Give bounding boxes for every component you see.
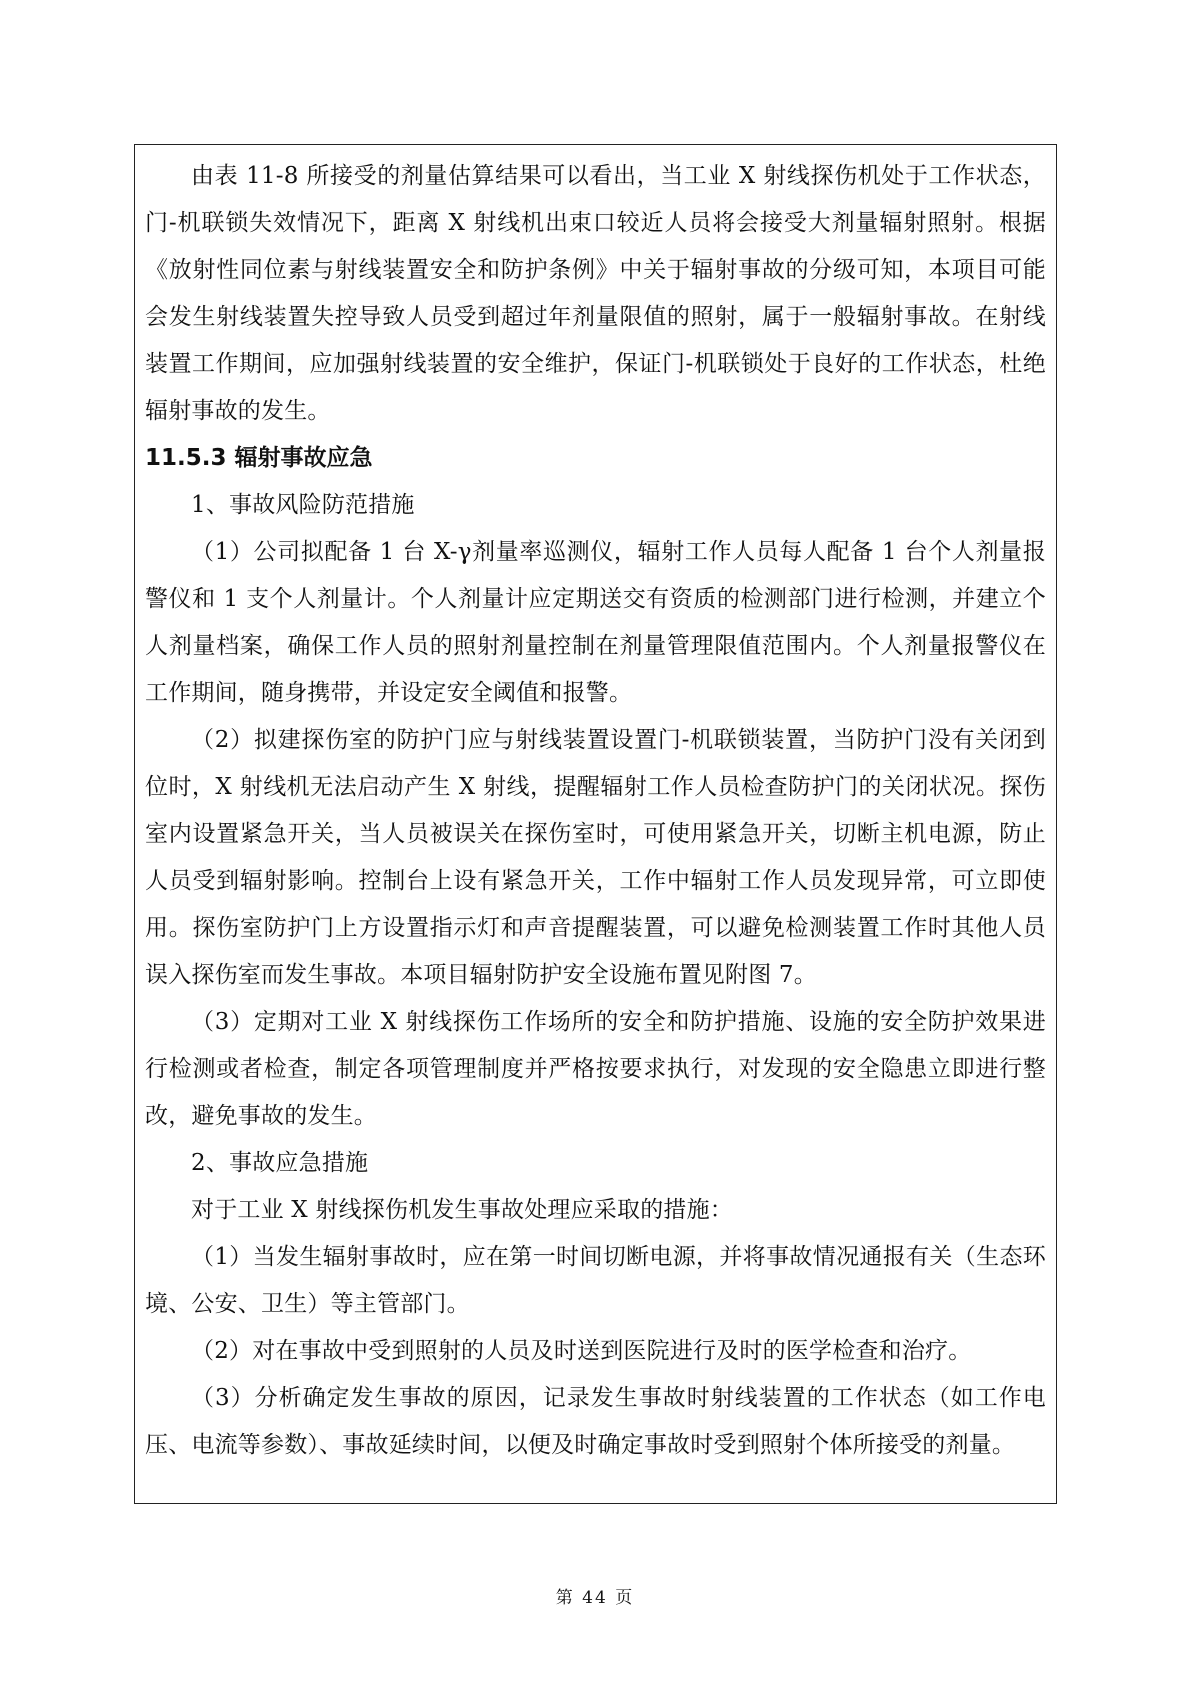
risk-prevention-item: （3）定期对工业 X 射线探伤工作场所的安全和防护措施、设施的安全防护效果进行检测或者检查，制定各项管理制度并严格按要求执行，对发现的安全隐患立即进行整改，避免事故的发生。: [145, 1009, 1046, 1129]
emergency-measures-title: 2、事故应急措施: [191, 1150, 369, 1176]
content-frame: [134, 144, 1057, 1504]
emergency-measures-intro: 对于工业 X 射线探伤机发生事故处理应采取的措施：: [191, 1197, 733, 1223]
risk-prevention-item: （1）公司拟配备 1 台 X-γ剂量率巡测仪，辐射工作人员每人配备 1 台个人剂量报警仪和 1 支个人剂量计。个人剂量计应定期送交有资质的检测部门进行检测，并建立个人剂量档案，确保工作人员的照射剂量控制在剂量管理限值范围内。个人剂量报警仪在工作期间，随身携带，并设定安全阈值和报警。: [145, 539, 1046, 706]
page-number: 第 44 页: [555, 1588, 635, 1608]
risk-prevention-title: 1、事故风险防范措施: [191, 492, 415, 518]
intro-paragraph: 由表 11-8 所接受的剂量估算结果可以看出，当工业 X 射线探伤机处于工作状态，门-机联锁失效情况下，距离 X 射线机出束口较近人员将会接受大剂量辐射照射。根据《放射性同位素与射线装置安全和防护条例》中关于辐射事故的分级可知，本项目可能会发生射线装置失控导致人员受到超过年剂量限值的照射，属于一般辐射事故。在射线装置工作期间，应加强射线装置的安全维护，保证门-机联锁处于良好的工作状态，杜绝辐射事故的发生。: [145, 163, 1046, 424]
risk-prevention-item: （2）拟建探伤室的防护门应与射线装置设置门-机联锁装置，当防护门没有关闭到位时，X 射线机无法启动产生 X 射线，提醒辐射工作人员检查防护门的关闭状况。探伤室内设置紧急开关，当人员被误关在探伤室时，可使用紧急开关，切断主机电源，防止人员受到辐射影响。控制台上设有紧急开关，工作中辐射工作人员发现异常，可立即使用。探伤室防护门上方设置指示灯和声音提醒装置，可以避免检测装置工作时其他人员误入探伤室而发生事故。本项目辐射防护安全设施布置见附图 7。: [145, 727, 1046, 988]
emergency-measures-item: （1）当发生辐射事故时，应在第一时间切断电源，并将事故情况通报有关（生态环境、公安、卫生）等主管部门。: [145, 1244, 1046, 1317]
emergency-measures-item: （2）对在事故中受到照射的人员及时送到医院进行及时的医学检查和治疗。: [191, 1338, 972, 1364]
section-heading: 11.5.3 辐射事故应急: [145, 445, 373, 471]
emergency-measures-item: （3）分析确定发生事故的原因，记录发生事故时射线装置的工作状态（如工作电压、电流等参数）、事故延续时间，以便及时确定事故时受到照射个体所接受的剂量。: [145, 1385, 1046, 1458]
